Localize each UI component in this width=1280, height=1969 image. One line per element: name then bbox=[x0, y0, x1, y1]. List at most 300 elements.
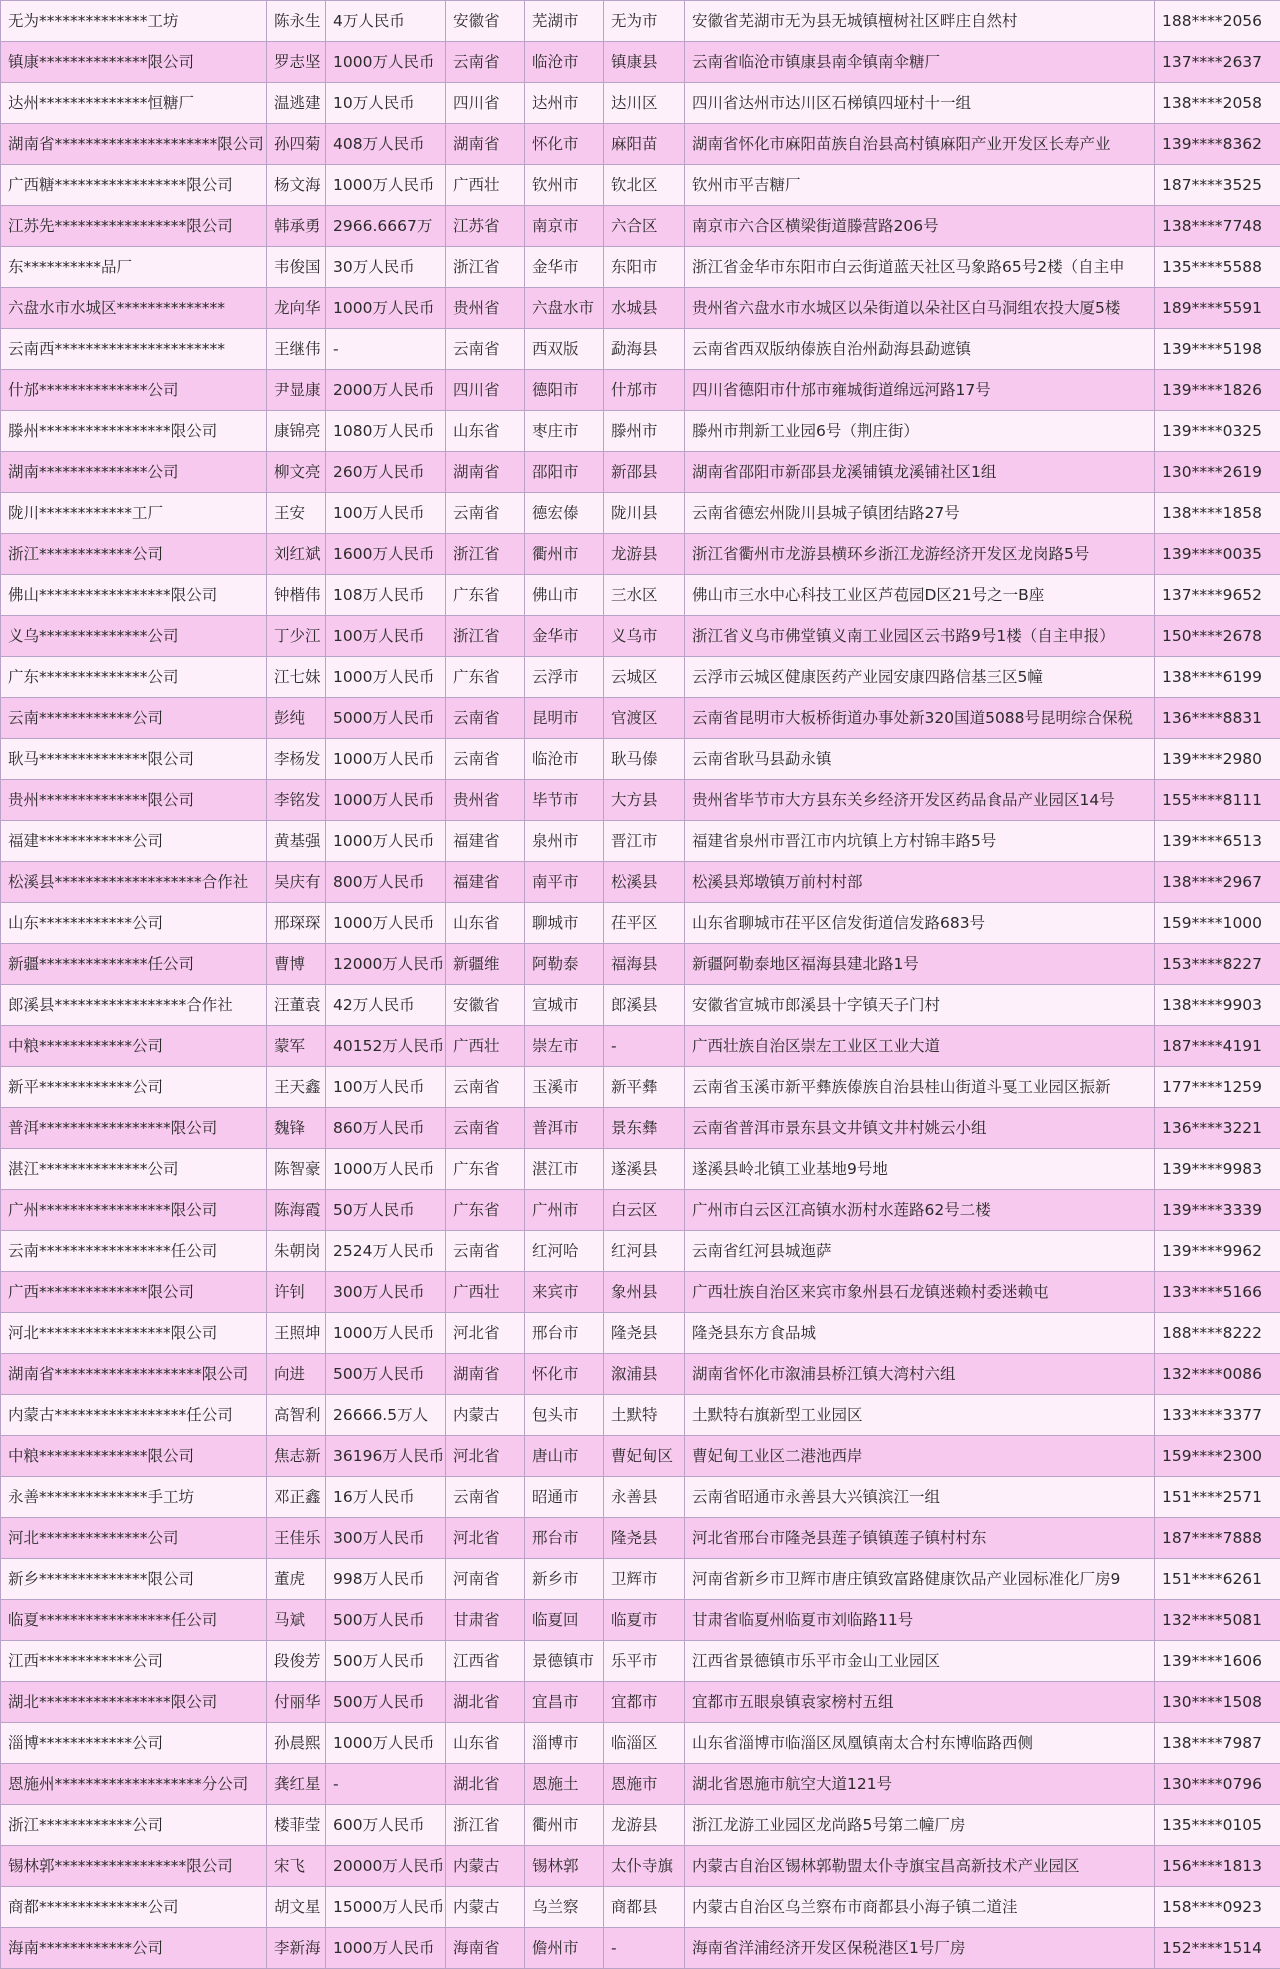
district-cell: 大方县 bbox=[604, 780, 685, 821]
province-cell: 浙江省 bbox=[446, 534, 525, 575]
address-cell: 贵州省六盘水市水城区以朵街道以朵社区白马洞组农投大厦5楼 bbox=[685, 288, 1155, 329]
phone-cell: 156****1813 bbox=[1155, 1846, 1280, 1887]
capital-cell: 50万人民币 bbox=[326, 1190, 446, 1231]
address-cell: 内蒙古自治区锡林郭勒盟太仆寺旗宝昌高新技术产业园区 bbox=[685, 1846, 1155, 1887]
capital-cell: 2524万人民币 bbox=[326, 1231, 446, 1272]
address-cell: 云浮市云城区健康医药产业园安康四路信基三区5幢 bbox=[685, 657, 1155, 698]
city-cell: 儋州市 bbox=[525, 1928, 604, 1969]
address-cell: 浙江龙游工业园区龙尚路5号第二幢厂房 bbox=[685, 1805, 1155, 1846]
address-cell: 四川省德阳市什邡市雍城街道绵远河路17号 bbox=[685, 370, 1155, 411]
company-name-cell: 普洱*****************限公司 bbox=[1, 1108, 267, 1149]
contact-cell: 龙向华 bbox=[267, 288, 326, 329]
district-cell: 遂溪县 bbox=[604, 1149, 685, 1190]
city-cell: 宣城市 bbox=[525, 985, 604, 1026]
company-name-cell: 陇川************工厂 bbox=[1, 493, 267, 534]
company-name-cell: 福建************公司 bbox=[1, 821, 267, 862]
city-cell: 芜湖市 bbox=[525, 1, 604, 42]
district-cell: 太仆寺旗 bbox=[604, 1846, 685, 1887]
district-cell: 水城县 bbox=[604, 288, 685, 329]
district-cell: 麻阳苗 bbox=[604, 124, 685, 165]
province-cell: 贵州省 bbox=[446, 780, 525, 821]
city-cell: 佛山市 bbox=[525, 575, 604, 616]
contact-cell: 江七妹 bbox=[267, 657, 326, 698]
city-cell: 新乡市 bbox=[525, 1559, 604, 1600]
district-cell: 景东彝 bbox=[604, 1108, 685, 1149]
city-cell: 崇左市 bbox=[525, 1026, 604, 1067]
table-row bbox=[1, 862, 1280, 903]
table-row bbox=[1, 1682, 1280, 1723]
company-name-cell: 云南*****************任公司 bbox=[1, 1231, 267, 1272]
capital-cell: 1000万人民币 bbox=[326, 288, 446, 329]
phone-cell: 189****5591 bbox=[1155, 288, 1280, 329]
district-cell: 红河县 bbox=[604, 1231, 685, 1272]
table-row bbox=[1, 780, 1280, 821]
table-row bbox=[1, 370, 1280, 411]
province-cell: 云南省 bbox=[446, 1231, 525, 1272]
company-name-cell: 淄博************公司 bbox=[1, 1723, 267, 1764]
province-cell: 浙江省 bbox=[446, 616, 525, 657]
district-cell: 东阳市 bbox=[604, 247, 685, 288]
company-name-cell: 广西**************限公司 bbox=[1, 1272, 267, 1313]
phone-cell: 150****2678 bbox=[1155, 616, 1280, 657]
district-cell: 耿马傣 bbox=[604, 739, 685, 780]
company-name-cell: 湖南省*******************限公司 bbox=[1, 1354, 267, 1395]
address-cell: 钦州市平吉糖厂 bbox=[685, 165, 1155, 206]
table-row bbox=[1, 124, 1280, 165]
province-cell: 广东省 bbox=[446, 657, 525, 698]
contact-cell: 高智利 bbox=[267, 1395, 326, 1436]
city-cell: 昭通市 bbox=[525, 1477, 604, 1518]
city-cell: 六盘水市 bbox=[525, 288, 604, 329]
district-cell: 商都县 bbox=[604, 1887, 685, 1928]
company-name-cell: 郎溪县*****************合作社 bbox=[1, 985, 267, 1026]
city-cell: 锡林郭 bbox=[525, 1846, 604, 1887]
province-cell: 广西壮 bbox=[446, 165, 525, 206]
city-cell: 湛江市 bbox=[525, 1149, 604, 1190]
city-cell: 德阳市 bbox=[525, 370, 604, 411]
province-cell: 湖北省 bbox=[446, 1682, 525, 1723]
address-cell: 松溪县郑墩镇万前村村部 bbox=[685, 862, 1155, 903]
contact-cell: 李杨发 bbox=[267, 739, 326, 780]
address-cell: 河北省邢台市隆尧县莲子镇镇莲子镇村村东 bbox=[685, 1518, 1155, 1559]
company-name-cell: 江苏先*****************限公司 bbox=[1, 206, 267, 247]
company-name-cell: 云南西********************** bbox=[1, 329, 267, 370]
capital-cell: 1000万人民币 bbox=[326, 903, 446, 944]
city-cell: 宜昌市 bbox=[525, 1682, 604, 1723]
company-name-cell: 新乡**************限公司 bbox=[1, 1559, 267, 1600]
capital-cell: 100万人民币 bbox=[326, 493, 446, 534]
phone-cell: 155****8111 bbox=[1155, 780, 1280, 821]
company-name-cell: 广西糖*****************限公司 bbox=[1, 165, 267, 206]
contact-cell: 孙晨熙 bbox=[267, 1723, 326, 1764]
phone-cell: 138****7748 bbox=[1155, 206, 1280, 247]
company-name-cell: 永善**************手工坊 bbox=[1, 1477, 267, 1518]
table-row bbox=[1, 534, 1280, 575]
capital-cell: 1000万人民币 bbox=[326, 42, 446, 83]
address-cell: 浙江省金华市东阳市白云街道蓝天社区马象路65号2楼（自主申 bbox=[685, 247, 1155, 288]
city-cell: 邢台市 bbox=[525, 1518, 604, 1559]
company-name-cell: 达州**************恒糖厂 bbox=[1, 83, 267, 124]
district-cell: 云城区 bbox=[604, 657, 685, 698]
capital-cell: 260万人民币 bbox=[326, 452, 446, 493]
city-cell: 毕节市 bbox=[525, 780, 604, 821]
capital-cell: 500万人民币 bbox=[326, 1600, 446, 1641]
phone-cell: 135****0105 bbox=[1155, 1805, 1280, 1846]
capital-cell: 5000万人民币 bbox=[326, 698, 446, 739]
address-cell: 南京市六合区横梁街道滕营路206号 bbox=[685, 206, 1155, 247]
phone-cell: 138****1858 bbox=[1155, 493, 1280, 534]
city-cell: 衢州市 bbox=[525, 534, 604, 575]
capital-cell: 20000万人民币 bbox=[326, 1846, 446, 1887]
phone-cell: 187****4191 bbox=[1155, 1026, 1280, 1067]
company-name-cell: 新平************公司 bbox=[1, 1067, 267, 1108]
district-cell: 晋江市 bbox=[604, 821, 685, 862]
district-cell: 达川区 bbox=[604, 83, 685, 124]
address-cell: 云南省昆明市大板桥街道办事处新320国道5088号昆明综合保税 bbox=[685, 698, 1155, 739]
capital-cell: 500万人民币 bbox=[326, 1354, 446, 1395]
province-cell: 云南省 bbox=[446, 739, 525, 780]
contact-cell: 钟楷伟 bbox=[267, 575, 326, 616]
company-name-cell: 佛山*****************限公司 bbox=[1, 575, 267, 616]
table-row bbox=[1, 616, 1280, 657]
table-row bbox=[1, 1846, 1280, 1887]
address-cell: 福建省泉州市晋江市内坑镇上方村锦丰路5号 bbox=[685, 821, 1155, 862]
capital-cell: 2966.6667万 bbox=[326, 206, 446, 247]
address-cell: 宜都市五眼泉镇袁家榜村五组 bbox=[685, 1682, 1155, 1723]
contact-cell: 邢琛琛 bbox=[267, 903, 326, 944]
phone-cell: 159****2300 bbox=[1155, 1436, 1280, 1477]
capital-cell: 300万人民币 bbox=[326, 1518, 446, 1559]
province-cell: 河南省 bbox=[446, 1559, 525, 1600]
contact-cell: 温逃建 bbox=[267, 83, 326, 124]
table-row bbox=[1, 1518, 1280, 1559]
address-cell: 湖北省恩施市航空大道121号 bbox=[685, 1764, 1155, 1805]
company-name-cell: 广东**************公司 bbox=[1, 657, 267, 698]
province-cell: 安徽省 bbox=[446, 1, 525, 42]
address-cell: 遂溪县岭北镇工业基地9号地 bbox=[685, 1149, 1155, 1190]
table-row bbox=[1, 1436, 1280, 1477]
capital-cell: 42万人民币 bbox=[326, 985, 446, 1026]
district-cell: 勐海县 bbox=[604, 329, 685, 370]
district-cell: 白云区 bbox=[604, 1190, 685, 1231]
phone-cell: 139****3339 bbox=[1155, 1190, 1280, 1231]
table-row bbox=[1, 1641, 1280, 1682]
contact-cell: 孙四菊 bbox=[267, 124, 326, 165]
city-cell: 广州市 bbox=[525, 1190, 604, 1231]
phone-cell: 130****2619 bbox=[1155, 452, 1280, 493]
address-cell: 云南省德宏州陇川县城子镇团结路27号 bbox=[685, 493, 1155, 534]
table-row bbox=[1, 1764, 1280, 1805]
capital-cell: 2000万人民币 bbox=[326, 370, 446, 411]
district-cell: 溆浦县 bbox=[604, 1354, 685, 1395]
company-name-cell: 六盘水市水城区************** bbox=[1, 288, 267, 329]
city-cell: 金华市 bbox=[525, 616, 604, 657]
table-row bbox=[1, 1887, 1280, 1928]
province-cell: 湖北省 bbox=[446, 1764, 525, 1805]
province-cell: 湖南省 bbox=[446, 452, 525, 493]
table-row bbox=[1, 452, 1280, 493]
phone-cell: 133****3377 bbox=[1155, 1395, 1280, 1436]
address-cell: 贵州省毕节市大方县东关乡经济开发区药品食品产业园区14号 bbox=[685, 780, 1155, 821]
city-cell: 临夏回 bbox=[525, 1600, 604, 1641]
table-row bbox=[1, 1067, 1280, 1108]
district-cell: 茌平区 bbox=[604, 903, 685, 944]
contact-cell: 韩承勇 bbox=[267, 206, 326, 247]
capital-cell: - bbox=[326, 329, 446, 370]
company-name-cell: 什邡**************公司 bbox=[1, 370, 267, 411]
district-cell: 滕州市 bbox=[604, 411, 685, 452]
table-body bbox=[1, 1, 1280, 1969]
table-row bbox=[1, 657, 1280, 698]
company-name-cell: 东**********品厂 bbox=[1, 247, 267, 288]
phone-cell: 137****9652 bbox=[1155, 575, 1280, 616]
phone-cell: 138****9903 bbox=[1155, 985, 1280, 1026]
capital-cell: 408万人民币 bbox=[326, 124, 446, 165]
company-name-cell: 无为**************工坊 bbox=[1, 1, 267, 42]
company-name-cell: 新疆**************任公司 bbox=[1, 944, 267, 985]
city-cell: 金华市 bbox=[525, 247, 604, 288]
phone-cell: 139****1826 bbox=[1155, 370, 1280, 411]
city-cell: 恩施土 bbox=[525, 1764, 604, 1805]
contact-cell: 彭纯 bbox=[267, 698, 326, 739]
city-cell: 枣庄市 bbox=[525, 411, 604, 452]
city-cell: 昆明市 bbox=[525, 698, 604, 739]
province-cell: 河北省 bbox=[446, 1436, 525, 1477]
address-cell: 浙江省义乌市佛堂镇义南工业园区云书路9号1楼（自主申报） bbox=[685, 616, 1155, 657]
city-cell: 玉溪市 bbox=[525, 1067, 604, 1108]
phone-cell: 188****8222 bbox=[1155, 1313, 1280, 1354]
city-cell: 普洱市 bbox=[525, 1108, 604, 1149]
contact-cell: 王佳乐 bbox=[267, 1518, 326, 1559]
province-cell: 云南省 bbox=[446, 493, 525, 534]
address-cell: 广西壮族自治区崇左工业区工业大道 bbox=[685, 1026, 1155, 1067]
capital-cell: 1080万人民币 bbox=[326, 411, 446, 452]
district-cell: 无为市 bbox=[604, 1, 685, 42]
province-cell: 江苏省 bbox=[446, 206, 525, 247]
table-row bbox=[1, 1395, 1280, 1436]
address-cell: 新疆阿勒泰地区福海县建北路1号 bbox=[685, 944, 1155, 985]
capital-cell: 1000万人民币 bbox=[326, 780, 446, 821]
capital-cell: 300万人民币 bbox=[326, 1272, 446, 1313]
table-row bbox=[1, 1723, 1280, 1764]
city-cell: 怀化市 bbox=[525, 1354, 604, 1395]
address-cell: 湖南省邵阳市新邵县龙溪铺镇龙溪铺社区1组 bbox=[685, 452, 1155, 493]
table-row bbox=[1, 985, 1280, 1026]
company-name-cell: 商都**************公司 bbox=[1, 1887, 267, 1928]
city-cell: 来宾市 bbox=[525, 1272, 604, 1313]
district-cell: 隆尧县 bbox=[604, 1518, 685, 1559]
company-name-cell: 恩施州*******************分公司 bbox=[1, 1764, 267, 1805]
capital-cell: 108万人民币 bbox=[326, 575, 446, 616]
district-cell: 卫辉市 bbox=[604, 1559, 685, 1600]
address-cell: 云南省西双版纳傣族自治州勐海县勐遮镇 bbox=[685, 329, 1155, 370]
table-row bbox=[1, 165, 1280, 206]
city-cell: 达州市 bbox=[525, 83, 604, 124]
contact-cell: 焦志新 bbox=[267, 1436, 326, 1477]
province-cell: 内蒙古 bbox=[446, 1395, 525, 1436]
table-row bbox=[1, 42, 1280, 83]
province-cell: 山东省 bbox=[446, 411, 525, 452]
company-name-cell: 云南************公司 bbox=[1, 698, 267, 739]
district-cell: 象州县 bbox=[604, 1272, 685, 1313]
district-cell: 龙游县 bbox=[604, 1805, 685, 1846]
province-cell: 广东省 bbox=[446, 1149, 525, 1190]
city-cell: 邵阳市 bbox=[525, 452, 604, 493]
province-cell: 海南省 bbox=[446, 1928, 525, 1969]
province-cell: 新疆维 bbox=[446, 944, 525, 985]
phone-cell: 187****7888 bbox=[1155, 1518, 1280, 1559]
capital-cell: 500万人民币 bbox=[326, 1682, 446, 1723]
capital-cell: 26666.5万人 bbox=[326, 1395, 446, 1436]
phone-cell: 158****0923 bbox=[1155, 1887, 1280, 1928]
company-name-cell: 湖南**************公司 bbox=[1, 452, 267, 493]
phone-cell: 137****2637 bbox=[1155, 42, 1280, 83]
contact-cell: 董虎 bbox=[267, 1559, 326, 1600]
contact-cell: 楼菲莹 bbox=[267, 1805, 326, 1846]
capital-cell: 12000万人民币 bbox=[326, 944, 446, 985]
company-name-cell: 耿马**************限公司 bbox=[1, 739, 267, 780]
table-row bbox=[1, 83, 1280, 124]
district-cell: 恩施市 bbox=[604, 1764, 685, 1805]
city-cell: 临沧市 bbox=[525, 42, 604, 83]
address-cell: 山东省聊城市茌平区信发街道信发路683号 bbox=[685, 903, 1155, 944]
district-cell: 陇川县 bbox=[604, 493, 685, 534]
contact-cell: 刘红斌 bbox=[267, 534, 326, 575]
city-cell: 南平市 bbox=[525, 862, 604, 903]
contact-cell: 李新海 bbox=[267, 1928, 326, 1969]
table-row bbox=[1, 1354, 1280, 1395]
contact-cell: 许钊 bbox=[267, 1272, 326, 1313]
table-row bbox=[1, 1190, 1280, 1231]
province-cell: 云南省 bbox=[446, 1108, 525, 1149]
district-cell: 临夏市 bbox=[604, 1600, 685, 1641]
address-cell: 隆尧县东方食品城 bbox=[685, 1313, 1155, 1354]
table-row bbox=[1, 1, 1280, 42]
company-name-cell: 河北*****************限公司 bbox=[1, 1313, 267, 1354]
company-name-cell: 浙江************公司 bbox=[1, 1805, 267, 1846]
capital-cell: 500万人民币 bbox=[326, 1641, 446, 1682]
phone-cell: 138****2058 bbox=[1155, 83, 1280, 124]
contact-cell: 王继伟 bbox=[267, 329, 326, 370]
capital-cell: 600万人民币 bbox=[326, 1805, 446, 1846]
table-row bbox=[1, 206, 1280, 247]
company-name-cell: 江西************公司 bbox=[1, 1641, 267, 1682]
capital-cell: 1000万人民币 bbox=[326, 165, 446, 206]
capital-cell: 1000万人民币 bbox=[326, 821, 446, 862]
phone-cell: 138****2967 bbox=[1155, 862, 1280, 903]
district-cell: 土默特 bbox=[604, 1395, 685, 1436]
phone-cell: 188****2056 bbox=[1155, 1, 1280, 42]
capital-cell: 4万人民币 bbox=[326, 1, 446, 42]
table-row bbox=[1, 1231, 1280, 1272]
phone-cell: 130****1508 bbox=[1155, 1682, 1280, 1723]
phone-cell: 177****1259 bbox=[1155, 1067, 1280, 1108]
phone-cell: 151****2571 bbox=[1155, 1477, 1280, 1518]
capital-cell: 1600万人民币 bbox=[326, 534, 446, 575]
district-cell: 官渡区 bbox=[604, 698, 685, 739]
contact-cell: 康锦亮 bbox=[267, 411, 326, 452]
district-cell: 松溪县 bbox=[604, 862, 685, 903]
province-cell: 湖南省 bbox=[446, 1354, 525, 1395]
phone-cell: 136****3221 bbox=[1155, 1108, 1280, 1149]
capital-cell: 40152万人民币 bbox=[326, 1026, 446, 1067]
company-name-cell: 镇康**************限公司 bbox=[1, 42, 267, 83]
contact-cell: 王照坤 bbox=[267, 1313, 326, 1354]
contact-cell: 宋飞 bbox=[267, 1846, 326, 1887]
address-cell: 安徽省宣城市郎溪县十字镇天子门村 bbox=[685, 985, 1155, 1026]
table-row bbox=[1, 1313, 1280, 1354]
phone-cell: 139****8362 bbox=[1155, 124, 1280, 165]
company-name-cell: 内蒙古*****************任公司 bbox=[1, 1395, 267, 1436]
phone-cell: 159****1000 bbox=[1155, 903, 1280, 944]
capital-cell: - bbox=[326, 1764, 446, 1805]
contact-cell: 蒙军 bbox=[267, 1026, 326, 1067]
phone-cell: 130****0796 bbox=[1155, 1764, 1280, 1805]
capital-cell: 1000万人民币 bbox=[326, 1928, 446, 1969]
capital-cell: 1000万人民币 bbox=[326, 1723, 446, 1764]
province-cell: 湖南省 bbox=[446, 124, 525, 165]
address-cell: 浙江省衢州市龙游县横环乡浙江龙游经济开发区龙岗路5号 bbox=[685, 534, 1155, 575]
phone-cell: 138****7987 bbox=[1155, 1723, 1280, 1764]
district-cell: 临淄区 bbox=[604, 1723, 685, 1764]
company-name-cell: 山东************公司 bbox=[1, 903, 267, 944]
contact-cell: 王天鑫 bbox=[267, 1067, 326, 1108]
contact-cell: 向进 bbox=[267, 1354, 326, 1395]
contact-cell: 段俊芳 bbox=[267, 1641, 326, 1682]
address-cell: 滕州市荆新工业园6号（荆庄街） bbox=[685, 411, 1155, 452]
table-row bbox=[1, 944, 1280, 985]
city-cell: 南京市 bbox=[525, 206, 604, 247]
table-row bbox=[1, 739, 1280, 780]
table-row bbox=[1, 247, 1280, 288]
table-row bbox=[1, 575, 1280, 616]
city-cell: 景德镇市 bbox=[525, 1641, 604, 1682]
address-cell: 河南省新乡市卫辉市唐庄镇致富路健康饮品产业园标准化厂房9 bbox=[685, 1559, 1155, 1600]
province-cell: 广东省 bbox=[446, 1190, 525, 1231]
phone-cell: 139****9962 bbox=[1155, 1231, 1280, 1272]
district-cell: 镇康县 bbox=[604, 42, 685, 83]
contact-cell: 曹博 bbox=[267, 944, 326, 985]
table-row bbox=[1, 1928, 1280, 1969]
phone-cell: 139****0325 bbox=[1155, 411, 1280, 452]
address-cell: 曹妃甸工业区二港池西岸 bbox=[685, 1436, 1155, 1477]
district-cell: - bbox=[604, 1928, 685, 1969]
table-row bbox=[1, 1805, 1280, 1846]
table-row bbox=[1, 1149, 1280, 1190]
district-cell: 宜都市 bbox=[604, 1682, 685, 1723]
phone-cell: 132****0086 bbox=[1155, 1354, 1280, 1395]
province-cell: 福建省 bbox=[446, 862, 525, 903]
capital-cell: 800万人民币 bbox=[326, 862, 446, 903]
table-row bbox=[1, 329, 1280, 370]
district-cell: 钦北区 bbox=[604, 165, 685, 206]
capital-cell: 860万人民币 bbox=[326, 1108, 446, 1149]
phone-cell: 138****6199 bbox=[1155, 657, 1280, 698]
phone-cell: 135****5588 bbox=[1155, 247, 1280, 288]
district-cell: 永善县 bbox=[604, 1477, 685, 1518]
company-name-cell: 锡林郭*****************限公司 bbox=[1, 1846, 267, 1887]
capital-cell: 36196万人民币 bbox=[326, 1436, 446, 1477]
city-cell: 临沧市 bbox=[525, 739, 604, 780]
province-cell: 广西壮 bbox=[446, 1272, 525, 1313]
contact-cell: 丁少江 bbox=[267, 616, 326, 657]
phone-cell: 153****8227 bbox=[1155, 944, 1280, 985]
phone-cell: 152****1514 bbox=[1155, 1928, 1280, 1969]
province-cell: 云南省 bbox=[446, 1067, 525, 1108]
address-cell: 广西壮族自治区来宾市象州县石龙镇迷赖村委迷赖屯 bbox=[685, 1272, 1155, 1313]
province-cell: 浙江省 bbox=[446, 247, 525, 288]
address-cell: 甘肃省临夏州临夏市刘临路11号 bbox=[685, 1600, 1155, 1641]
